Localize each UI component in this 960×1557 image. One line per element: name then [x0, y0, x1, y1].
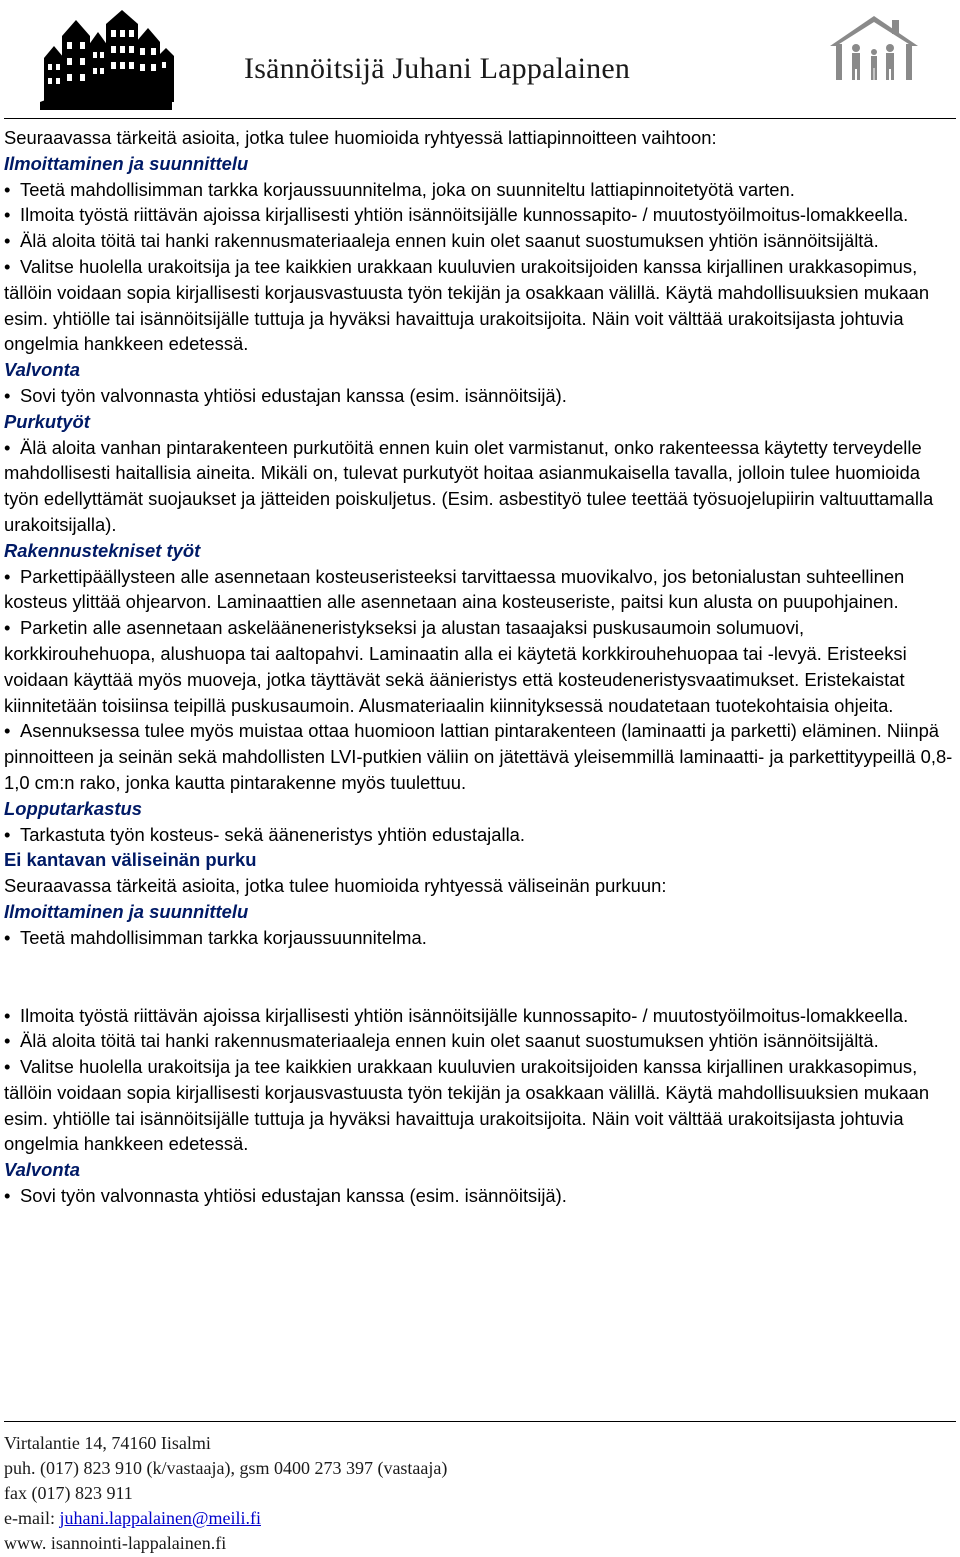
document-body [4, 125, 956, 1209]
house-family-logo [826, 12, 922, 82]
footer-phone: puh. (017) 823 910 (k/vastaaja), gsm 0400 273 397 (vastaaja) [4, 1458, 448, 1478]
list-item: • Valitse huolella urakoitsija ja tee kaikkien urakkaan kuuluvien urakoitsijoiden kanssa kirjallinen urakkasopimus, tällöin voidaan sopia kirjallisesti korjausvastuusta työn tekijän ja osakkaan välillä. Käytä mahdollisuuksien mukaan esim. yhtiölle tai isännöitsijälle tuttuja ja hyväksi havaittuja urakoitsijoita. Näin voit välttää urakoitsijasta johtuvia ongelmia hankkeen edetessä. [4, 1054, 956, 1157]
bullet-list-rakennustekniset [4, 564, 956, 796]
list-item: • Sovi työn valvonnasta yhtiösi edustajan kanssa (esim. isännöitsijä). [4, 383, 956, 409]
footer-website: www. isannointi-lappalainen.fi [4, 1533, 227, 1553]
footer-email-link[interactable]: juhani.lappalainen@meili.fi [59, 1508, 261, 1528]
bullet-list-valvonta-2 [4, 1183, 956, 1209]
list-item: • Ilmoita työstä riittävän ajoissa kirjallisesti yhtiön isännöitsijälle kunnossapito- / muutostyöilmoitus-lomakkeella. [4, 202, 956, 228]
list-item: • Älä aloita töitä tai hanki rakennusmateriaaleja ennen kuin olet saanut suostumuksen yhtiön isännöitsijältä. [4, 228, 956, 254]
bullet-list-lopputarkastus [4, 822, 956, 848]
valiseina-intro: Seuraavassa tärkeitä asioita, jotka tulee huomioida ryhtyessä väliseinän purkuun: [4, 875, 667, 897]
section-heading-lopputarkastus: Lopputarkastus [4, 797, 142, 819]
list-item: • Parketin alle asennetaan askelääneneristykseksi ja alustan tasaajaksi puskusaumoin solumuovi, korkkirouhehuopa, alushuopa tai aaltopahvi. Laminaatin alla ei käytetä korkkirouhehuopaa tai -levyä. Eristeeksi voidaan käyttää myös muoveja, jotka täyttävät sekä äänieristys että kosteudeneristysvaatimukset. Eristekaistat kiinnitetään toisiinsa teipillä puskusaumoin. Alusmateriaalin kiinnityksessä noudatetaan tuotekohtaisia ohjeita. [4, 615, 956, 718]
company-title: Isännöitsijä Juhani Lappalainen [244, 52, 631, 85]
page-footer [4, 1431, 956, 1556]
list-item: • Tarkastuta työn kosteus- sekä ääneneristys yhtiön edustajalla. [4, 822, 956, 848]
page-gap [4, 951, 956, 1003]
list-item: • Sovi työn valvonnasta yhtiösi edustajan kanssa (esim. isännöitsijä). [4, 1183, 956, 1209]
bullet-list-valvonta [4, 383, 956, 409]
footer-fax: fax (017) 823 911 [4, 1483, 133, 1503]
list-item: • Valitse huolella urakoitsija ja tee kaikkien urakkaan kuuluvien urakoitsijoiden kanssa kirjallinen urakkasopimus, tällöin voidaan sopia kirjallisesti korjausvastuusta työn tekijän ja osakkaan välillä. Käytä mahdollisuuksien mukaan esim. yhtiölle tai isännöitsijälle tuttuja ja hyväksi havaittuja urakoitsijoita. Näin voit välttää urakoitsijasta johtuvia ongelmia hankkeen edetessä. [4, 254, 956, 357]
section-heading-ilmoittaminen-2: Ilmoittaminen ja suunnittelu [4, 900, 249, 922]
footer-email-line [4, 1506, 956, 1531]
section-heading-valvonta: Valvonta [4, 359, 80, 381]
footer-address: Virtalantie 14, 74160 Iisalmi [4, 1433, 211, 1453]
list-item: • Ilmoita työstä riittävän ajoissa kirjallisesti yhtiön isännöitsijälle kunnossapito- / muutostyöilmoitus-lomakkeella. [4, 1003, 956, 1029]
section-heading-ilmoittaminen: Ilmoittaminen ja suunnittelu [4, 152, 249, 174]
bullet-list-ilmoittaminen-2 [4, 925, 956, 951]
bullet-list-purkutyot [4, 435, 956, 538]
bullet-list-ilmoittaminen-2-cont [4, 1003, 956, 1158]
list-item: • Parkettipäällysteen alle asennetaan kosteuseristeeksi tarvittaessa muovikalvo, jos betonialustan suhteellinen kosteus ylittää ohjearvon. Laminaattien alle asennetaan aina kosteuseriste, paitsi kun alusta on puupohjainen. [4, 564, 956, 616]
footer-email-label: e-mail: [4, 1508, 60, 1528]
section-heading-valvonta-2: Valvonta [4, 1159, 80, 1181]
list-item: • Teetä mahdollisimman tarkka korjaussuunnitelma. [4, 925, 956, 951]
header-divider [4, 118, 956, 119]
section-heading-valiseina: Ei kantavan väliseinän purku [4, 849, 257, 871]
section-heading-rakennustekniset: Rakennustekniset työt [4, 539, 201, 561]
section-heading-purkutyot: Purkutyöt [4, 410, 90, 432]
page-header [0, 0, 960, 118]
list-item: • Teetä mahdollisimman tarkka korjaussuunnitelma, joka on suunniteltu lattiapinnoitetyötä varten. [4, 177, 956, 203]
list-item: • Älä aloita vanhan pintarakenteen purkutöitä ennen kuin olet varmistanut, onko rakenteessa käytetty terveydelle mahdollisesti haitallisia aineita. Mikäli on, tulevat purkutyöt hoitaa asianmukaisella tavalla, jolloin tulee huomioida työn edellyttämät suojaukset ja jätteiden poiskuljetus. (Esim. asbestityö tulee teettää työsuojelupiirin valtuuttamalla urakoitsijalla). [4, 435, 956, 538]
footer-divider [4, 1421, 956, 1422]
town-houses-logo [36, 6, 176, 112]
bullet-list-ilmoittaminen [4, 177, 956, 358]
list-item: • Älä aloita töitä tai hanki rakennusmateriaaleja ennen kuin olet saanut suostumuksen yhtiön isännöitsijältä. [4, 1028, 956, 1054]
intro-paragraph: Seuraavassa tärkeitä asioita, jotka tulee huomioida ryhtyessä lattiapinnoitteen vaihtoon: [4, 127, 717, 148]
list-item: • Asennuksessa tulee myös muistaa ottaa huomioon lattian pintarakenteen (laminaatti ja parketti) eläminen. Niinpä pinnoitteen ja seinän sekä mahdollisten LVI-putkien väliin on jätettävä yleisemmillä laminaatti- ja parkettityypeillä 0,8-1,0 cm:n rako, jonka kautta pintarakenne myös tuulettuu. [4, 718, 956, 795]
